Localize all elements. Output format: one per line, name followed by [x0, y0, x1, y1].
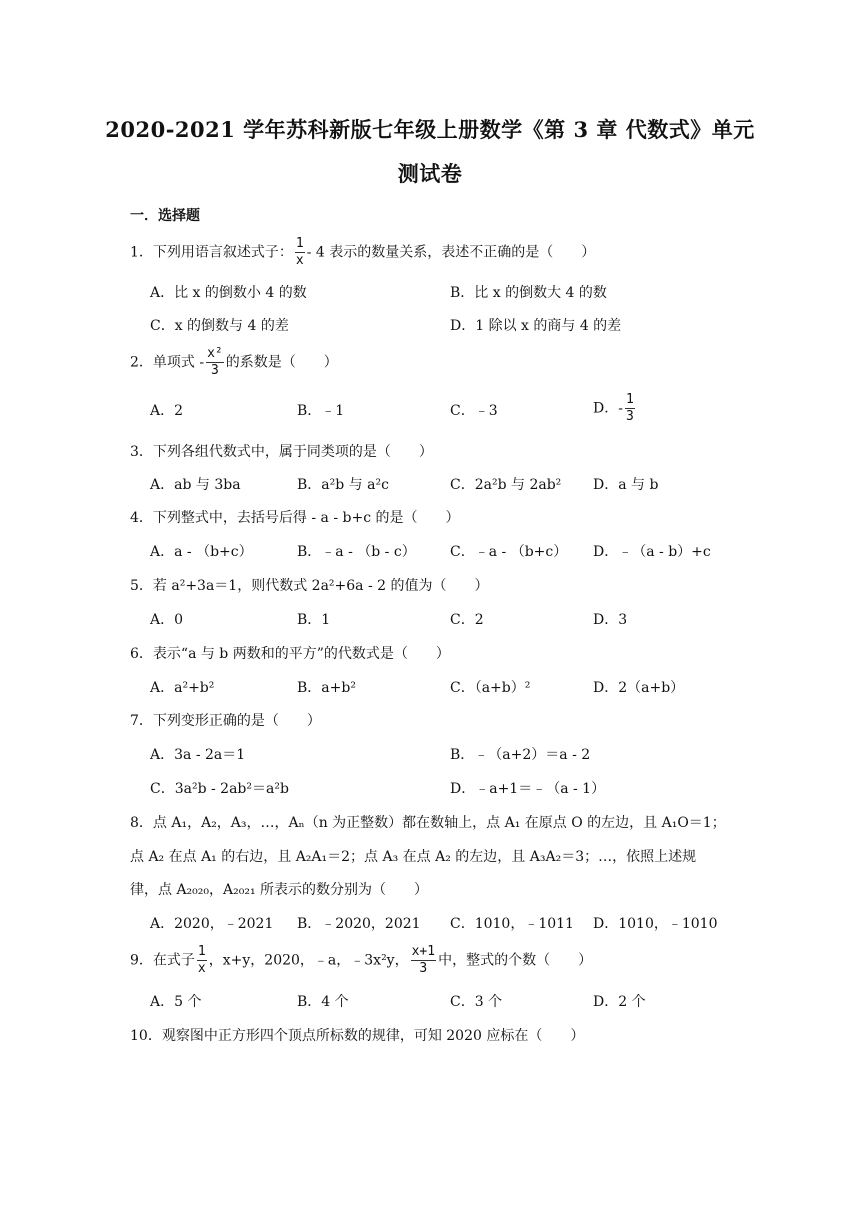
q2-option-b: B．﹣1 — [297, 403, 345, 419]
q2-option-d-fraction: $\frac{1}{3}$ — [625, 392, 634, 424]
q9-option-b: B．4 个 — [297, 994, 349, 1010]
question-10: 10．观察图中正方形四个顶点所标数的规律，可知 2020 应标在（ ） — [130, 1028, 585, 1044]
q1-text-post: - 4 表示的数量关系，表述不正确的是（ ） — [306, 244, 596, 261]
question-8-line2: 点 A₂ 在点 A₁ 的右边，且 A₂A₁＝2；点 A₃ 在点 A₂ 的左边，且 A₃A₂＝3；…，依照上述规 — [130, 849, 697, 865]
question-9 — [130, 944, 592, 977]
q9-option-c: C．3 个 — [450, 994, 503, 1010]
q3-option-c: C．2a²b 与 2ab² — [450, 477, 562, 493]
q4-option-c: C．﹣a - （b+c） — [450, 544, 568, 560]
q2-fraction: $\frac{\text{x²}}{3}$ — [207, 346, 223, 378]
question-2 — [130, 346, 338, 379]
question-6: 6．表示“a 与 b 两数和的平方”的代数式是（ ） — [130, 646, 450, 662]
q1-fraction: $\frac{1}{x}$ — [295, 236, 304, 268]
question-4: 4．下列整式中，去括号后得 - a - b+c 的是（ ） — [130, 510, 460, 526]
q9-fraction-1: $\frac{1}{x}$ — [197, 944, 206, 976]
section-heading: 一．选择题 — [130, 208, 200, 224]
q2-option-d: D．- $\frac{1}{3}$ — [593, 392, 634, 424]
q1-option-a: A．比 x 的倒数小 4 的数 — [150, 285, 307, 301]
question-5: 5．若 a²+3a＝1，则代数式 2a²+6a - 2 的值为（ ） — [130, 578, 489, 594]
q1-option-d: D．1 除以 x 的商与 4 的差 — [450, 318, 622, 334]
q9-text-mid: ，x+y，2020，﹣a，﹣3x²y， — [208, 952, 409, 969]
question-7: 7．下列变形正确的是（ ） — [130, 713, 321, 729]
q2-option-a: A．2 — [150, 403, 184, 419]
q5-option-a: A．0 — [150, 612, 184, 628]
q3-option-a: A．ab 与 3ba — [150, 477, 241, 493]
q4-option-a: A．a - （b+c） — [150, 544, 253, 560]
q3-option-b: B．a²b 与 a²c — [297, 477, 389, 493]
q8-option-d: D．1010，﹣1010 — [593, 916, 718, 932]
q9-option-d: D．2 个 — [593, 994, 646, 1010]
q8-option-c: C．1010，﹣1011 — [450, 916, 574, 932]
doc-title-line1: 2020-2021 学年苏科新版七年级上册数学《第 3 章 代数式》单元 — [105, 117, 755, 142]
q7-option-a: A．3a - 2a＝1 — [150, 747, 246, 763]
q5-option-d: D．3 — [593, 612, 628, 628]
q6-option-d: D．2（a+b） — [593, 680, 685, 696]
q2-option-c: C．﹣3 — [450, 403, 498, 419]
q2-text-post: 的系数是（ ） — [225, 354, 338, 371]
q9-option-a: A．5 个 — [150, 994, 202, 1010]
q7-option-d: D．﹣a+1＝﹣（a - 1） — [450, 781, 606, 797]
q6-option-a: A．a²+b² — [150, 680, 215, 696]
q7-option-c: C．3a²b - 2ab²＝a²b — [150, 781, 289, 797]
question-8-line1: 8．点 A₁，A₂，A₃，…，Aₙ（n 为正整数）都在数轴上，点 A₁ 在原点 O 的左边，且 A₁O＝1； — [130, 815, 726, 831]
q7-option-b: B．﹣（a+2）＝a - 2 — [450, 747, 591, 763]
q1-option-b: B．比 x 的倒数大 4 的数 — [450, 285, 607, 301]
q5-option-b: B．1 — [297, 612, 331, 628]
q5-option-c: C．2 — [450, 612, 484, 628]
q2-text-pre: 2．单项式 - — [130, 354, 205, 371]
question-1 — [130, 236, 595, 269]
q6-option-c: C．（a+b）² — [450, 680, 531, 696]
q3-option-d: D．a 与 b — [593, 477, 659, 493]
q8-option-b: B．﹣2020，2021 — [297, 916, 421, 932]
q6-option-b: B．a+b² — [297, 680, 356, 696]
q4-option-b: B．﹣a - （b - c） — [297, 544, 416, 560]
doc-title-line2: 测试卷 — [397, 161, 463, 186]
q1-text-pre: 1．下列用语言叙述式子： — [130, 244, 293, 261]
q8-option-a: A．2020，﹣2021 — [150, 916, 274, 932]
question-8-line3: 律，点 A₂₀₂₀，A₂₀₂₁ 所表示的数分别为（ ） — [130, 882, 429, 898]
question-3: 3．下列各组代数式中，属于同类项的是（ ） — [130, 444, 433, 460]
q9-text-post: 中，整式的个数（ ） — [438, 952, 593, 969]
q4-option-d: D．﹣（a - b）+c — [593, 544, 711, 560]
q1-option-c: C．x 的倒数与 4 的差 — [150, 318, 289, 334]
q9-text-pre: 9．在式子 — [130, 952, 195, 969]
q9-fraction-2: $\frac{x+1}{3}$ — [411, 944, 436, 976]
